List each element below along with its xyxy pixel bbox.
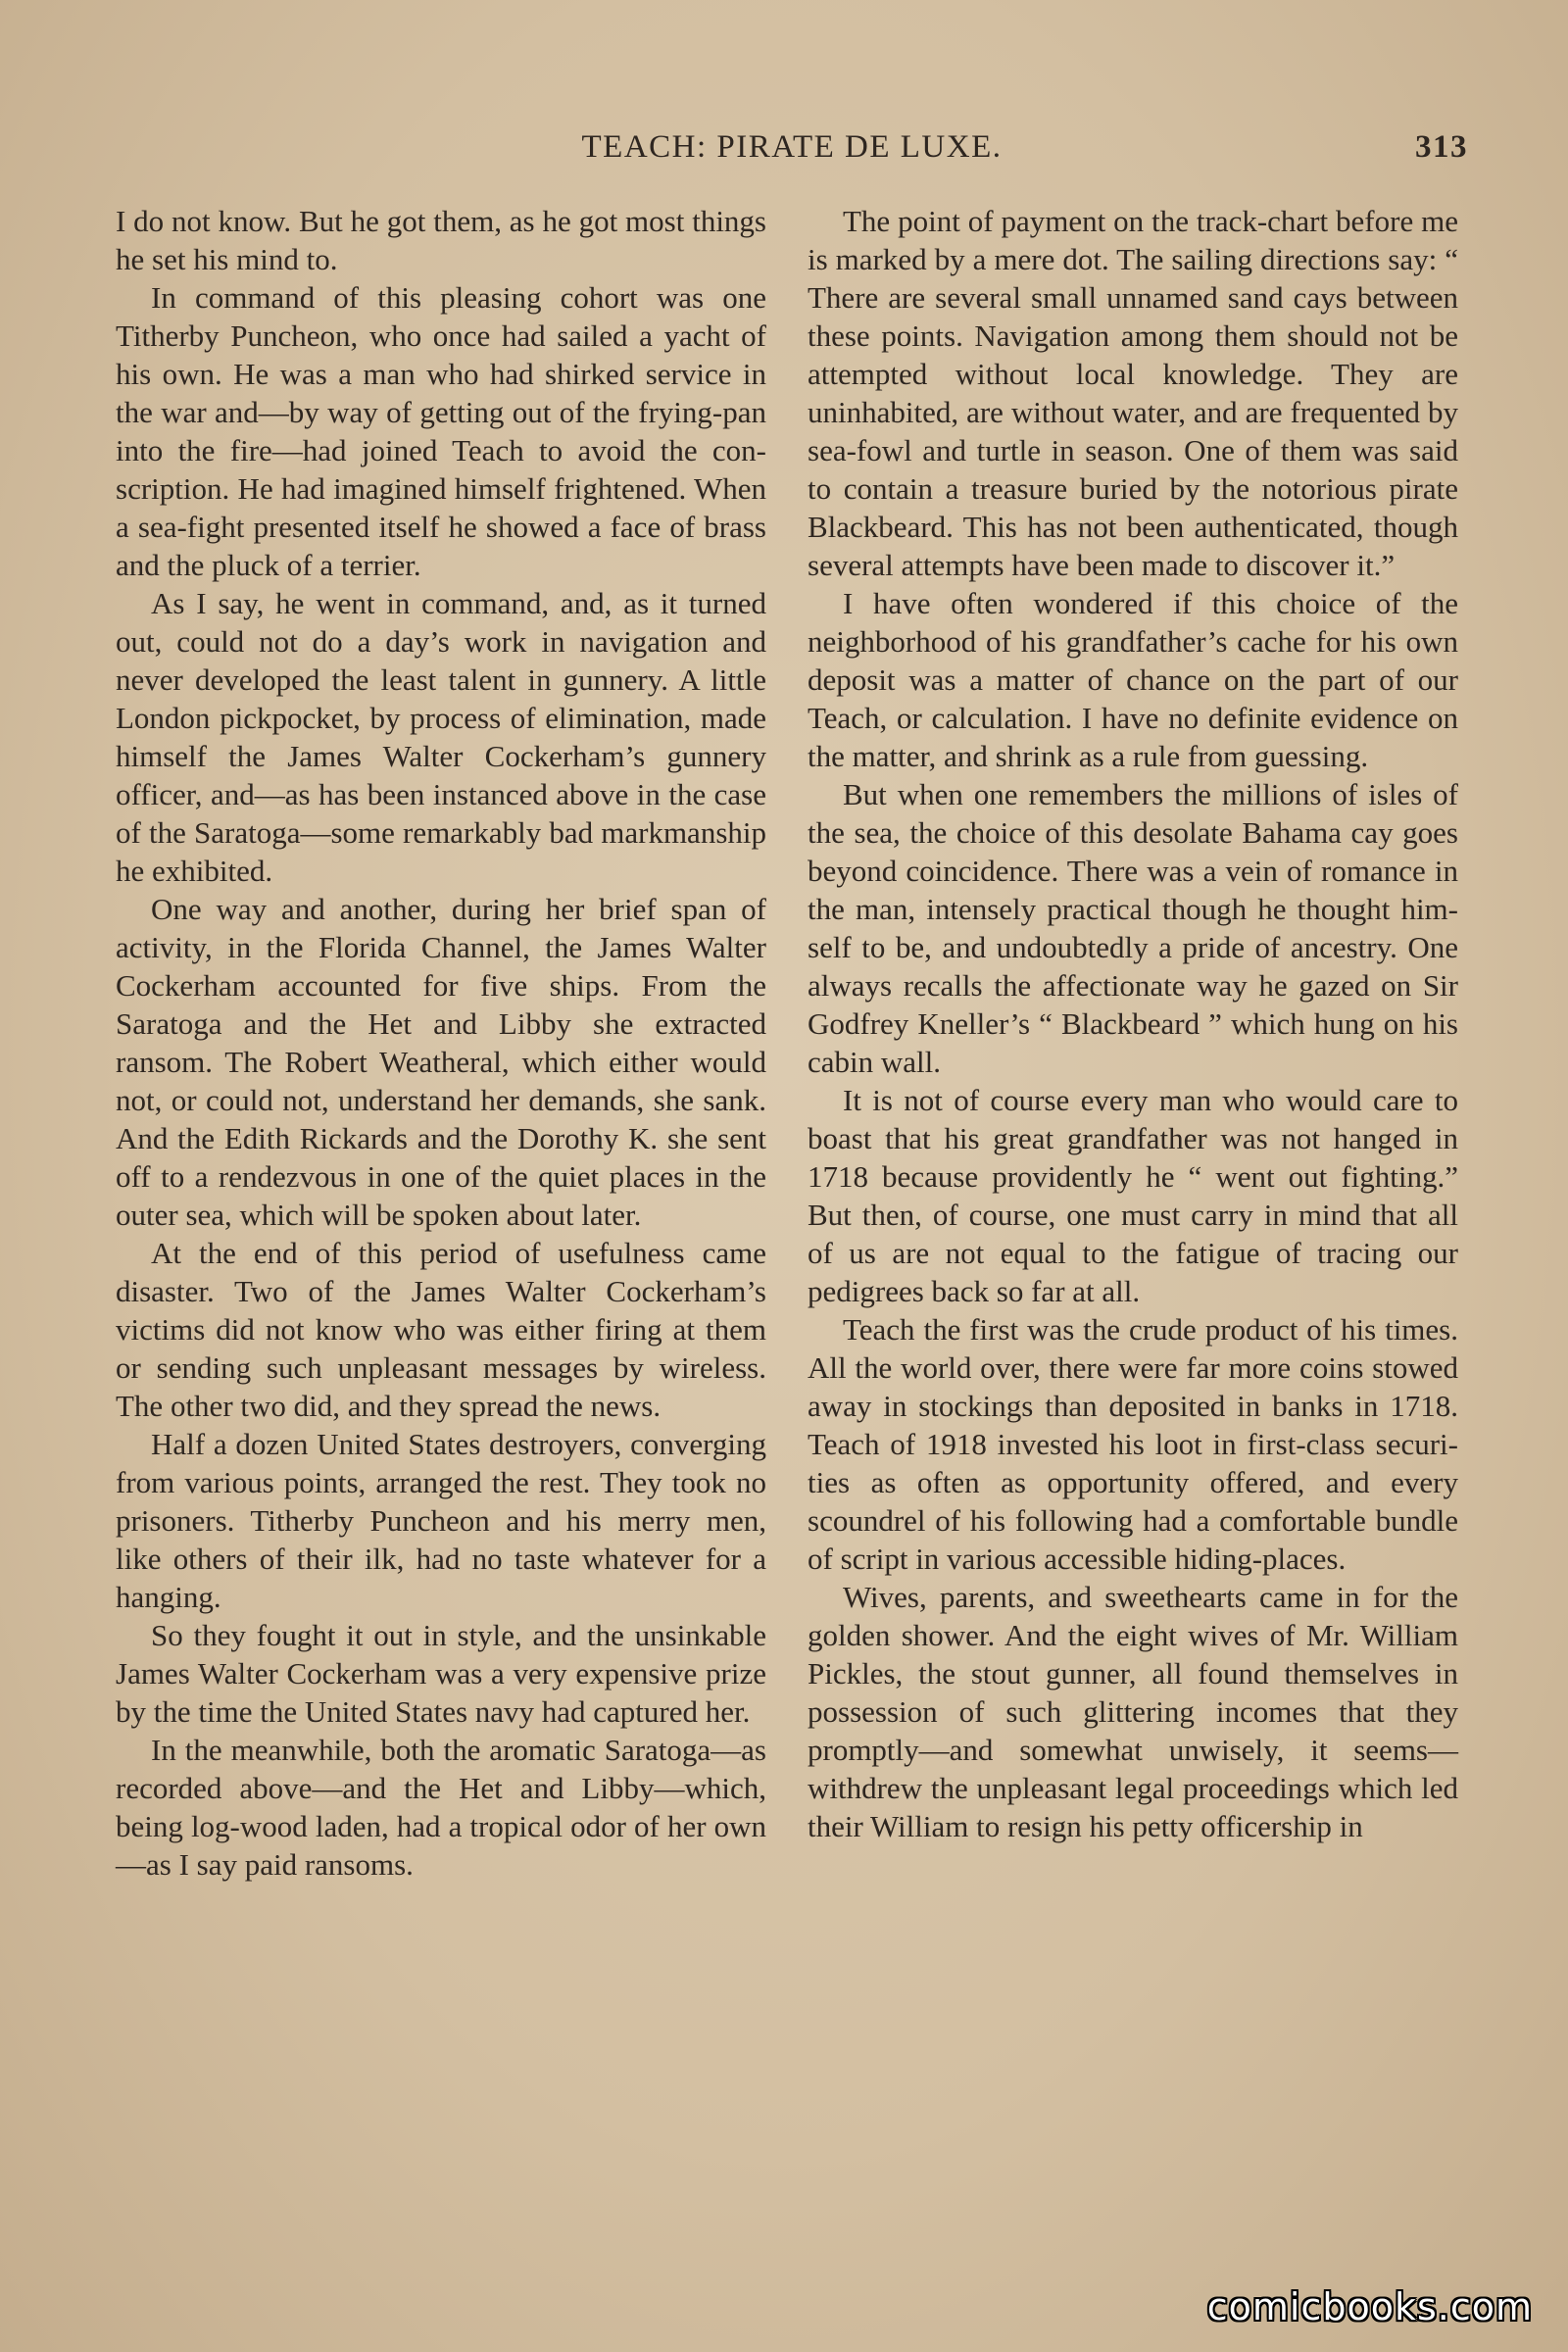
paragraph: One way and another, during her brief span of activity, in the Florida Channel, the James Walter Cockerham accounted for five ships. From the Saratoga and the Het and Libby she extracted ransom. The Robert Weatheral, which either would not, or could not, understand her demands, she sank. And the Edith Rickards and the Dorothy K. she sent off to a rendezvous in one of the quiet places in the outer sea, which will be spoken about later.: [116, 892, 766, 1232]
running-title: TEACH: PIRATE DE LUXE.: [581, 129, 1003, 165]
paragraph: So they fought it out in style, and the unsinkable James Walter Cockerham was a very expensive prize by the time the United States navy had captured her.: [116, 1618, 766, 1729]
page-number: 313: [1415, 129, 1468, 165]
paragraph: Half a dozen United States destroyers, converging from various points, arranged the rest. They took no prisoners. Titherby Puncheon and his merry men, like others of their ilk, had no taste whatever for a hanging.: [116, 1427, 766, 1614]
paragraph: In command of this pleasing cohort was one Titherby Puncheon, who once had sailed a yacht of his own. He was a man who had shirked service in the war and—by way of getting out of the frying-pan into the fire—had joined Teach to avoid the conscription. He had imagined himself frightened. When a sea-fight presented itself he showed a face of brass and the pluck of a terrier.: [116, 280, 766, 582]
paragraph: The point of payment on the track-chart before me is marked by a mere dot. The sailing directions say: “ There are several small unnamed sand cays between these points. Navigation among them should not be attempted without local knowledge. They are uninhabited, are without water, and are frequented by sea-fowl and turtle in season. One of them was said to contain a treasure buried by the notorious pirate Blackbeard. This has not been authenticated, though several attempts have been made to discover it.”: [808, 204, 1458, 582]
paragraph: But when one remembers the millions of isles of the sea, the choice of this desolate Bahama cay goes beyond coincidence. There was a vein of romance in the man, intensely practical though he thought himself to be, and undoubtedly a pride of ancestry. One always recalls the affectionate way he gazed on Sir Godfrey Kneller’s “ Blackbeard ” which hung on his cabin wall.: [808, 777, 1458, 1079]
paragraph: I do not know. But he got them, as he got most things he set his mind to.: [116, 204, 766, 276]
paragraph: Teach the first was the crude product of his times. All the world over, there were far more coins stowed away in stockings than deposited in banks in 1718. Teach of 1918 invested his loot in first-class securities as often as opportunity offered, and every scoundrel of his following had a comfortable bundle of script in various accessible hiding-places.: [808, 1312, 1458, 1576]
paragraph: At the end of this period of usefulness came disaster. Two of the James Walter Cockerham’s victims did not know who was either firing at them or sending such unpleasant messages by wireless. The other two did, and they spread the news.: [116, 1236, 766, 1423]
site-watermark: comicbooks.com: [1206, 2285, 1533, 2328]
paragraph: I have often wondered if this choice of the neighborhood of his grandfather’s cache for his own deposit was a matter of chance on the part of our Teach, or calculation. I have no definite evidence on the matter, and shrink as a rule from guessing.: [808, 586, 1458, 773]
paragraph: Wives, parents, and sweethearts came in for the golden shower. And the eight wives of Mr. William Pickles, the stout gunner, all found themselves in possession of such glittering incomes that they promptly—and somewhat unwisely, it seems—withdrew the unpleasant legal proceedings which led their William to resign his petty officership in: [808, 1580, 1458, 1843]
left-column: [116, 202, 766, 1884]
right-column: [808, 202, 1458, 1845]
paragraph: In the meanwhile, both the aromatic Saratoga—as recorded above—and the Het and Libby—which, being log-wood laden, had a tropical odor of her own—as I say paid ransoms.: [116, 1733, 766, 1882]
paragraph: As I say, he went in command, and, as it turned out, could not do a day’s work in navigation and never developed the least talent in gunnery. A little London pickpocket, by process of elimination, made himself the James Walter Cockerham’s gunnery officer, and—as has been instanced above in the case of the Saratoga—some remarkably bad markmanship he exhibited.: [116, 586, 766, 888]
running-header: [116, 129, 1468, 178]
paragraph: It is not of course every man who would care to boast that his great grandfather was not hanged in 1718 because providently he “ went out fighting.” But then, of course, one must carry in mind that all of us are not equal to the fatigue of tracing our pedigrees back so far at all.: [808, 1083, 1458, 1308]
